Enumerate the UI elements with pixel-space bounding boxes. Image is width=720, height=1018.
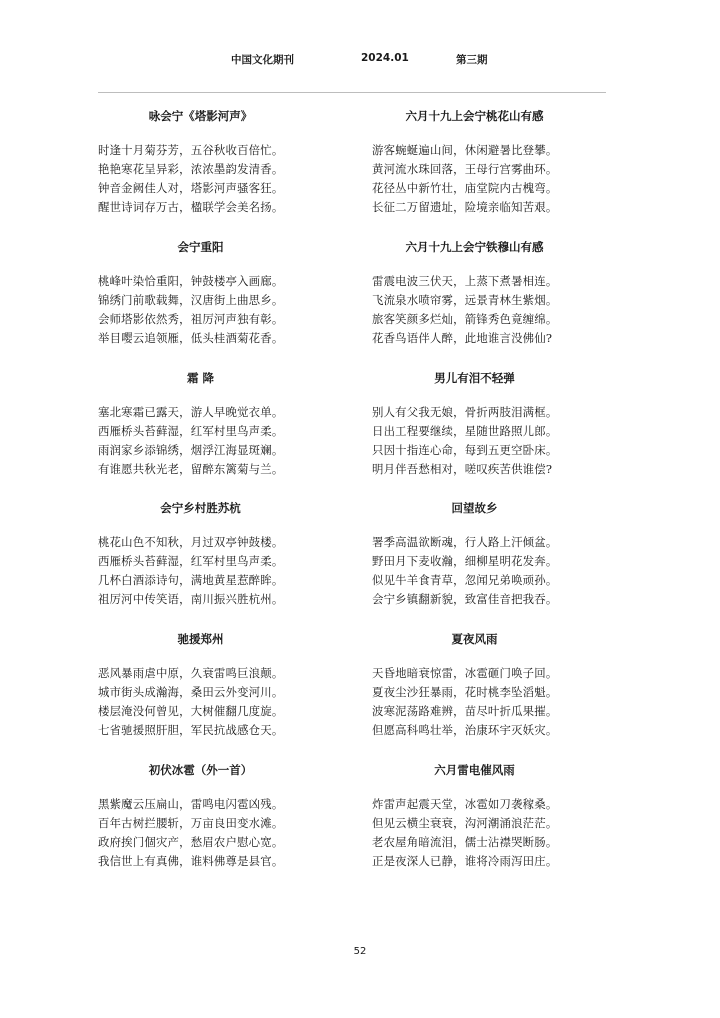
poem-line: 会师塔影依然秀，祖厉河声独有彰。 <box>98 311 284 326</box>
poem-line: 老农屋角暗流泪，儒士沾襟哭断肠。 <box>372 834 558 849</box>
poem-line: 野田月下麦收瀚，细柳星明花发奔。 <box>372 554 558 569</box>
poem-line: 时逢十月菊芬芳，五谷秋收百倍忙。 <box>98 143 284 157</box>
page-header <box>0 52 720 72</box>
poem-line: 城市街头成瀚海，桑田云外变河川。 <box>98 685 284 700</box>
poem-line: 钟音金阙佳人对，塔影河声骚客狂。 <box>98 181 284 195</box>
poem-line: 游客蜿蜒遍山间，休闲避暑比登攀。 <box>372 143 558 157</box>
poem-line: 长征二万留遗址，险境亲临知苦艰。 <box>372 200 558 214</box>
poem-line: 西雁桥头苔藓湿，红军村里鸟声柔。 <box>98 423 284 438</box>
poem-line: 似见牛羊食青草，忽闻兄弟唤顽孙。 <box>372 573 558 588</box>
poem-line: 天昏地暗衰惊雷，冰雹砸门唤子回。 <box>372 666 558 681</box>
poem-line: 锦绣门前歌载舞，汉唐街上曲思乡。 <box>98 292 284 307</box>
poem-line: 塞北寒霜已露天，游人早晚觉衣单。 <box>98 404 284 419</box>
poem-title: 夏夜风雨 <box>451 632 498 647</box>
poem-title: 六月雷电催风雨 <box>434 762 515 777</box>
poem-title: 回望故乡 <box>451 501 498 516</box>
poem-line: 桃花山色不知秋，月过双亭钟鼓楼。 <box>98 535 284 550</box>
poem-line: 日出工程要继续，星随世路照儿郎。 <box>372 423 558 438</box>
poem-line: 黑紫魔云压扁山，雷鸣电闪雹凶残。 <box>98 796 284 811</box>
poem-title: 会宁乡村胜苏杭 <box>160 501 241 516</box>
poem <box>372 108 577 239</box>
poem-line: 我信世上有真佛，谁料佛尊是县官。 <box>98 853 284 868</box>
poem-line: 但见云横尘衰衰，沟河潮涌浪茫茫。 <box>372 815 558 830</box>
poem-line: 夏夜尘沙狂暴雨，花时桃李坠滔魁。 <box>372 685 558 700</box>
poem <box>372 370 577 501</box>
poem-title: 咏会宁《塔影河声》 <box>148 109 253 123</box>
poem-title: 初伏冰雹（外一首） <box>148 762 253 777</box>
issue-number: 第三期 <box>456 54 488 66</box>
poem-line: 花香鸟语伴人醉，此地谁言没佛仙? <box>372 330 553 345</box>
poem-line: 举目嘤云追领雁，低头桂酒菊花香。 <box>98 330 284 345</box>
right-column <box>372 108 577 893</box>
poem <box>98 370 303 501</box>
poem-line: 雨润家乡添锦绣，烟浮江海显斑斓。 <box>98 442 284 457</box>
poem-line: 正是夜深人已静，谁将冷雨泻田庄。 <box>372 853 558 868</box>
poem-line: 会宁乡镇翻新貌，致富佳音把我吞。 <box>372 592 558 607</box>
poem-title: 驰援郑州 <box>177 632 224 647</box>
poem-line: 政府挨门個灾产，愁眉农户慰心宽。 <box>98 834 284 849</box>
page-number: 52 <box>353 946 367 957</box>
poem-line: 花径丛中新竹壮，庙堂院内古槐弯。 <box>372 181 558 195</box>
header-divider <box>98 92 606 93</box>
poem-line: 七省驰援照肝胆，军民抗战感仓天。 <box>98 723 284 738</box>
poem <box>372 631 577 762</box>
poem-line: 西雁桥头苔藓湿，红军村里鸟声柔。 <box>98 554 284 569</box>
poem <box>372 500 577 631</box>
poem <box>98 762 303 893</box>
poem-line: 署季高温欲断魂，行人路上汗倾盆。 <box>372 535 558 550</box>
journal-name: 中国文化期刊 <box>231 54 294 66</box>
poem-line: 祖厉河中传笑语，南川振兴胜杭州。 <box>98 592 284 607</box>
poem-line: 有谁愿共秋光老，留醉东篱菊与兰。 <box>98 461 284 476</box>
poem-line: 醒世诗词存万古，楹联学会美名扬。 <box>98 200 284 214</box>
poem-line: 只因十指连心命，每到五更空卧床。 <box>372 442 558 457</box>
poem-line: 炸雷声起震天堂，冰雹如刀袭稼桑。 <box>372 796 558 811</box>
left-column <box>98 108 303 893</box>
poem-line: 别人有父我无娘，骨折两肢泪满框。 <box>372 404 558 419</box>
poem-line: 明月伴吾愁相对，嗟叹疾苦供谁偿? <box>372 461 553 476</box>
poem-title: 霜 降 <box>186 370 214 385</box>
poem-line: 波寒泥荡路难辨，苗尽叶折瓜果摧。 <box>372 704 558 719</box>
poem-line: 百年古树拦腰斩，万亩良田变水滩。 <box>98 815 284 830</box>
poem <box>98 500 303 631</box>
poem-line: 几杯白酒添诗句，满地黄星惹醉眸。 <box>98 573 284 588</box>
poem-line: 旅客笑颜多烂灿，箭锋秀色竟缠绵。 <box>372 311 558 326</box>
poem-title: 男儿有泪不轻弹 <box>434 370 515 385</box>
poem-line: 恶风暴雨虐中原，久衰雷鸣巨浪颠。 <box>98 666 284 681</box>
poem-title: 六月十九上会宁铁穆山有感 <box>405 239 544 254</box>
poem <box>372 239 577 370</box>
poem-title: 六月十九上会宁桃花山有感 <box>405 109 544 123</box>
poem-line: 但愿高科鸣壮举，治康环宇灭妖灾。 <box>372 723 558 738</box>
poem <box>98 631 303 762</box>
poem-title: 会宁重阳 <box>177 239 224 254</box>
poem-line: 楼层淹没何曾见，大树催翻几度旋。 <box>98 704 284 719</box>
poem <box>98 239 303 370</box>
poem-line: 艳艳寒花呈异彩，浓浓墨韵发清香。 <box>98 162 284 176</box>
poem-line: 飞流泉水喷帘雾，远景青林生紫烟。 <box>372 292 558 307</box>
poem-line: 桃峰叶染恰重阳，钟鼓楼亭入画廊。 <box>98 273 284 288</box>
poem-line: 雷震电波三伏天，上蒸下煮暑相连。 <box>372 273 558 288</box>
poem-line: 黄河流水珠回落，王母行宫雾曲环。 <box>372 162 558 176</box>
poem <box>98 108 303 239</box>
issue-date: 2024.01 <box>361 52 409 64</box>
poem <box>372 762 577 893</box>
